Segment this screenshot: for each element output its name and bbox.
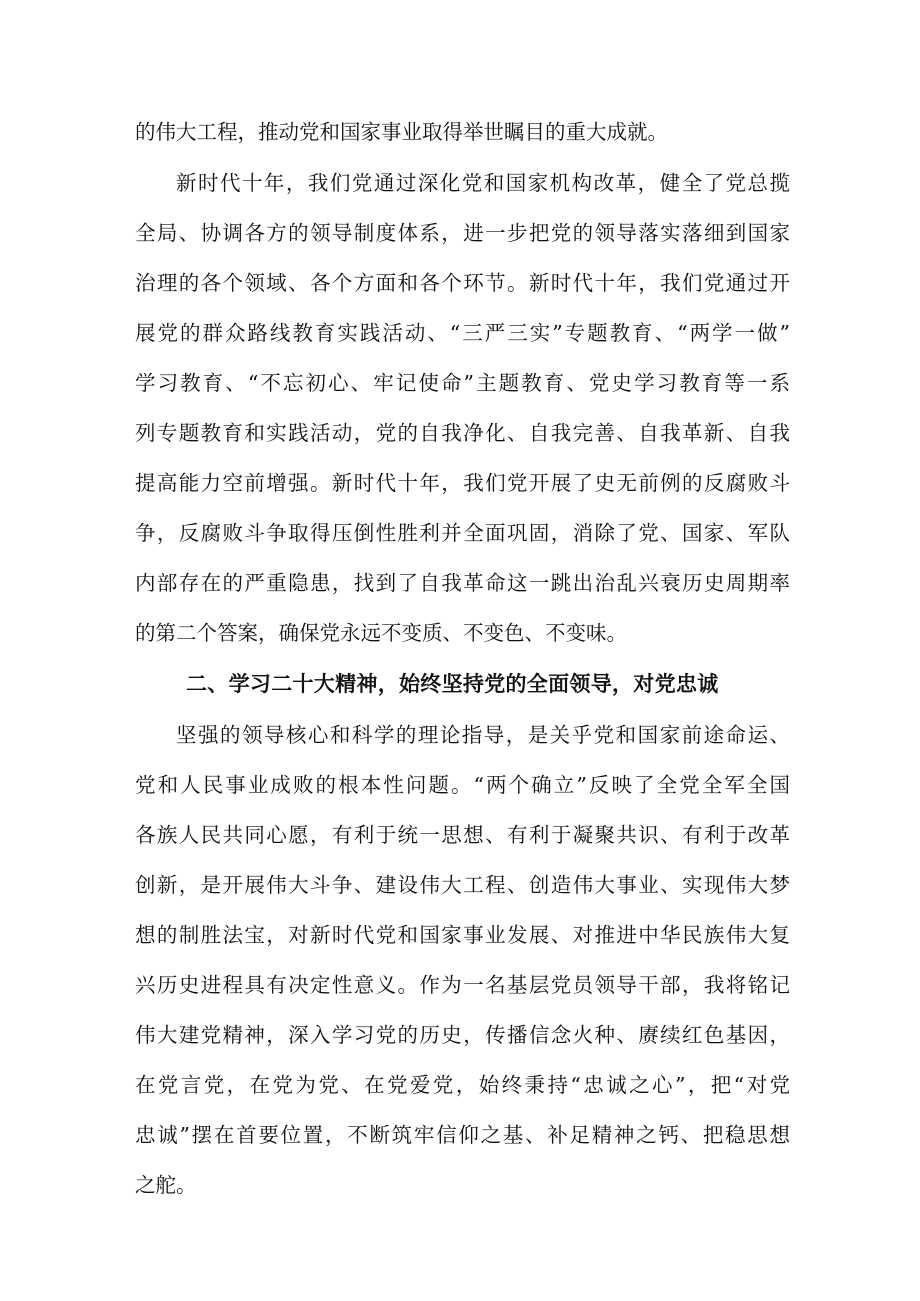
paragraph-3-line-2: 党和人民事业成败的根本性问题。“两个确立”反映了全党全军全国 xyxy=(135,773,790,797)
paragraph-3-line-1: 坚强的领导核心和科学的理论指导，是关乎党和国家前途命运、 xyxy=(176,723,790,747)
paragraph-2-line-1: 新时代十年，我们党通过深化党和国家机构改革，健全了党总揽 xyxy=(176,171,790,195)
paragraph-3-line-8: 在党言党，在党为党、在党爱党，始终秉持“忠诚之心”，把“对党 xyxy=(135,1073,790,1097)
paragraph-2-line-9: 内部存在的严重隐患，找到了自我革命这一跳出治乱兴衰历史周期率 xyxy=(135,571,790,595)
paragraph-2-line-6: 列专题教育和实践活动，党的自我净化、自我完善、自我革新、自我 xyxy=(135,421,790,445)
paragraph-1-line-1: 的伟大工程，推动党和国家事业取得举世瞩目的重大成就。 xyxy=(135,120,668,144)
section-heading: 二、学习二十大精神，始终坚持党的全面领导，对党忠诚 xyxy=(186,672,719,696)
paragraph-2-line-10: 的第二个答案，确保党永远不变质、不变色、不变味。 xyxy=(135,621,627,645)
paragraph-2-line-8: 争，反腐败斗争取得压倒性胜利并全面巩固，消除了党、国家、军队 xyxy=(135,521,790,545)
paragraph-2-line-2: 全局、协调各方的领导制度体系，进一步把党的领导落实落细到国家 xyxy=(135,221,790,245)
paragraph-3-line-9: 忠诚”摆在首要位置，不断筑牢信仰之基、补足精神之钙、把稳思想 xyxy=(135,1123,790,1147)
paragraph-2-line-3: 治理的各个领域、各个方面和各个环节。新时代十年，我们党通过开 xyxy=(135,271,790,295)
paragraph-3-line-5: 想的制胜法宝，对新时代党和国家事业发展、对推进中华民族伟大复 xyxy=(135,923,790,947)
paragraph-2-line-7: 提高能力空前增强。新时代十年，我们党开展了史无前例的反腐败斗 xyxy=(135,471,790,495)
paragraph-3-line-10: 之舵。 xyxy=(135,1173,197,1197)
paragraph-3-line-3: 各族人民共同心愿，有利于统一思想、有利于凝聚共识、有利于改革 xyxy=(135,823,790,847)
paragraph-2-line-4: 展党的群众路线教育实践活动、“三严三实”专题教育、“两学一做” xyxy=(135,321,790,345)
paragraph-3-line-6: 兴历史进程具有决定性意义。作为一名基层党员领导干部，我将铭记 xyxy=(135,973,790,997)
paragraph-3-line-7: 伟大建党精神，深入学习党的历史，传播信念火种、赓续红色基因， xyxy=(135,1023,790,1047)
paragraph-2-line-5: 学习教育、“不忘初心、牢记使命”主题教育、党史学习教育等一系 xyxy=(135,371,790,395)
paragraph-3-line-4: 创新，是开展伟大斗争、建设伟大工程、创造伟大事业、实现伟大梦 xyxy=(135,873,790,897)
